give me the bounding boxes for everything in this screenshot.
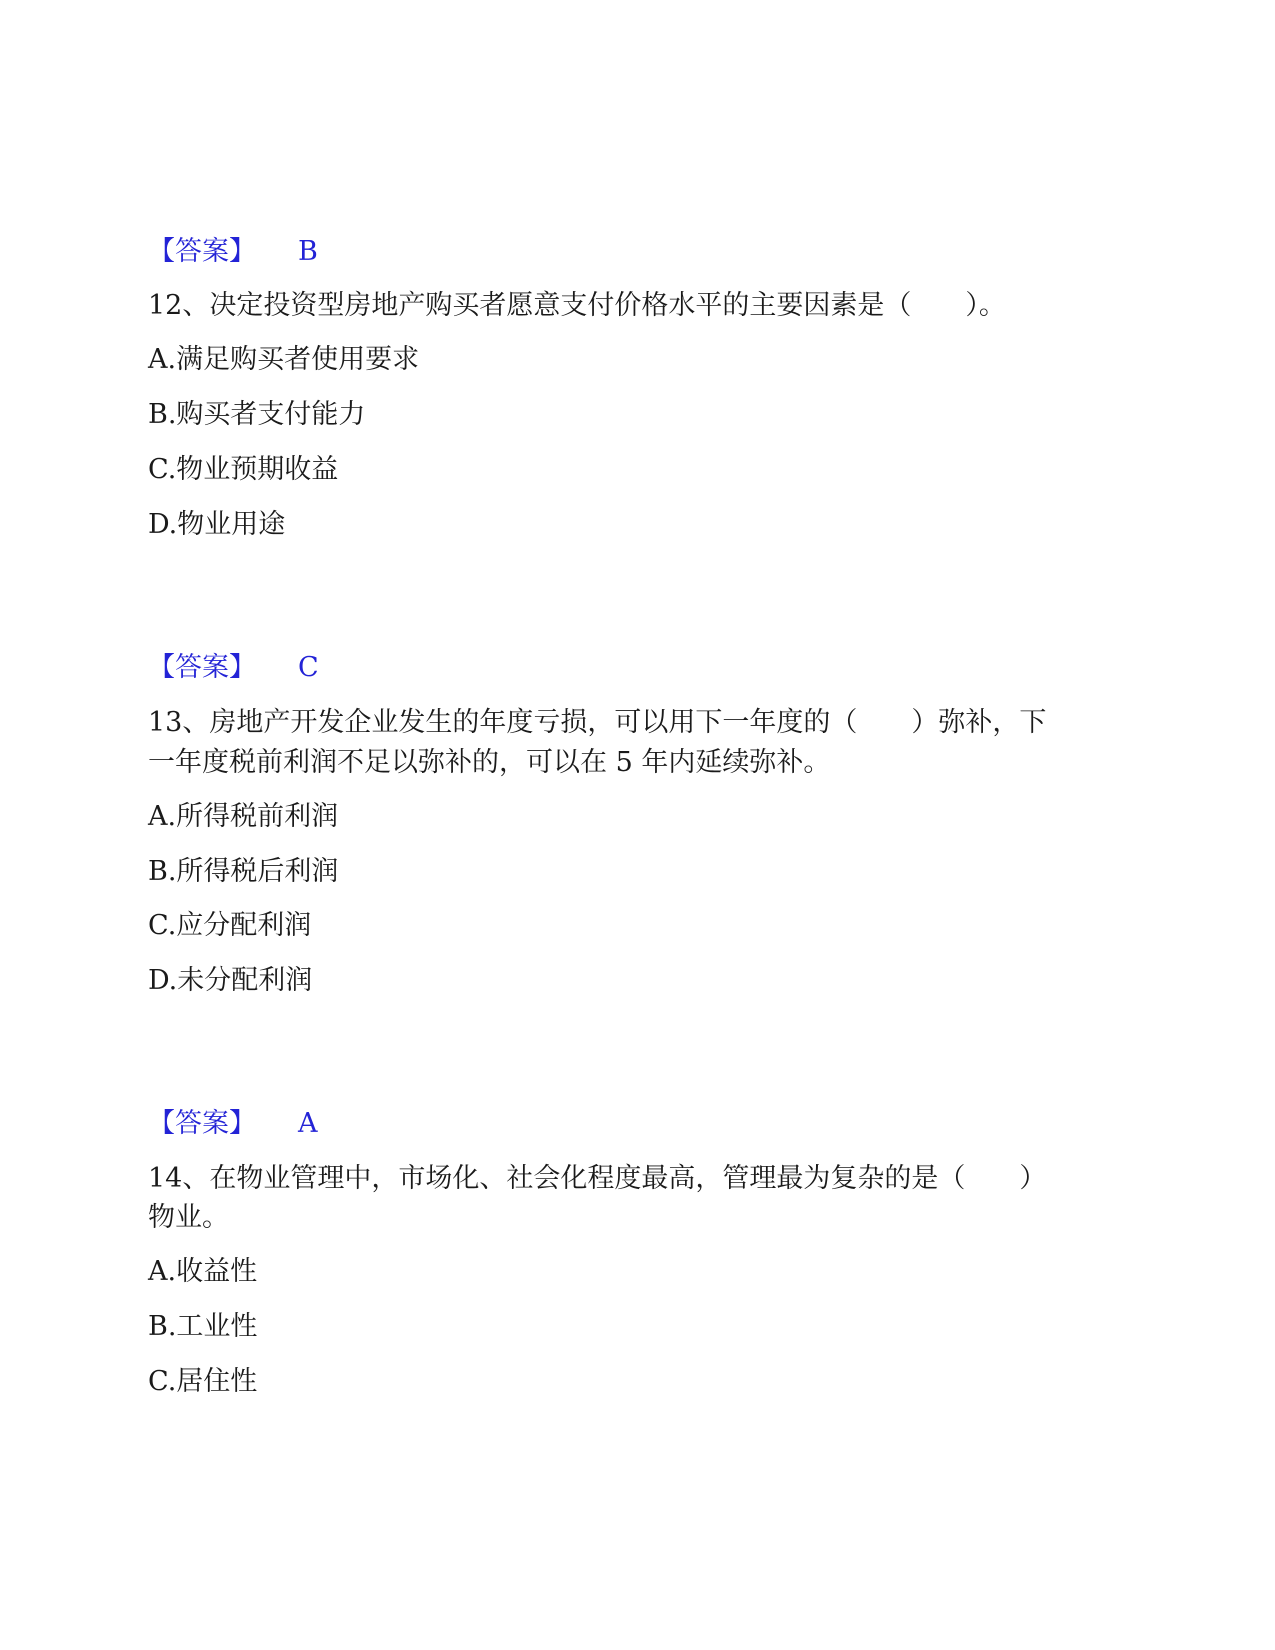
option-c: C.居住性 [148,1366,258,1397]
question-stem-line-2: 物业。 [148,1202,229,1233]
question-stem-line-1: 13、房地产开发企业发生的年度亏损，可以用下一年度的（ ）弥补，下 [148,707,1047,738]
question-stem-line-1: 14、在物业管理中，市场化、社会化程度最高，管理最为复杂的是（ ） [148,1163,1047,1194]
option-c: C.应分配利润 [148,910,312,941]
answer-value: B [298,236,318,267]
question-stem: 12、决定投资型房地产购买者愿意支付价格水平的主要因素是（ ）。 [148,290,1006,321]
option-d: D.物业用途 [148,509,286,540]
answer-label: 【答案】 [148,652,256,683]
option-a: A.所得税前利润 [148,801,339,832]
answer-line [148,1104,318,1144]
question-stem-line-2: 一年度税前利润不足以弥补的，可以在 5 年内延续弥补。 [148,747,831,778]
option-d: D.未分配利润 [148,965,313,996]
option-b: B.所得税后利润 [148,856,339,887]
option-b: B.工业性 [148,1311,258,1342]
option-a: A.收益性 [148,1256,258,1287]
option-c: C.物业预期收益 [148,454,339,485]
answer-label: 【答案】 [148,236,256,267]
answer-label: 【答案】 [148,1108,256,1139]
option-b: B.购买者支付能力 [148,399,366,430]
answer-value: C [298,652,319,683]
answer-value: A [298,1108,318,1139]
answer-line [148,648,319,688]
answer-line [148,232,318,272]
option-a: A.满足购买者使用要求 [148,344,420,375]
